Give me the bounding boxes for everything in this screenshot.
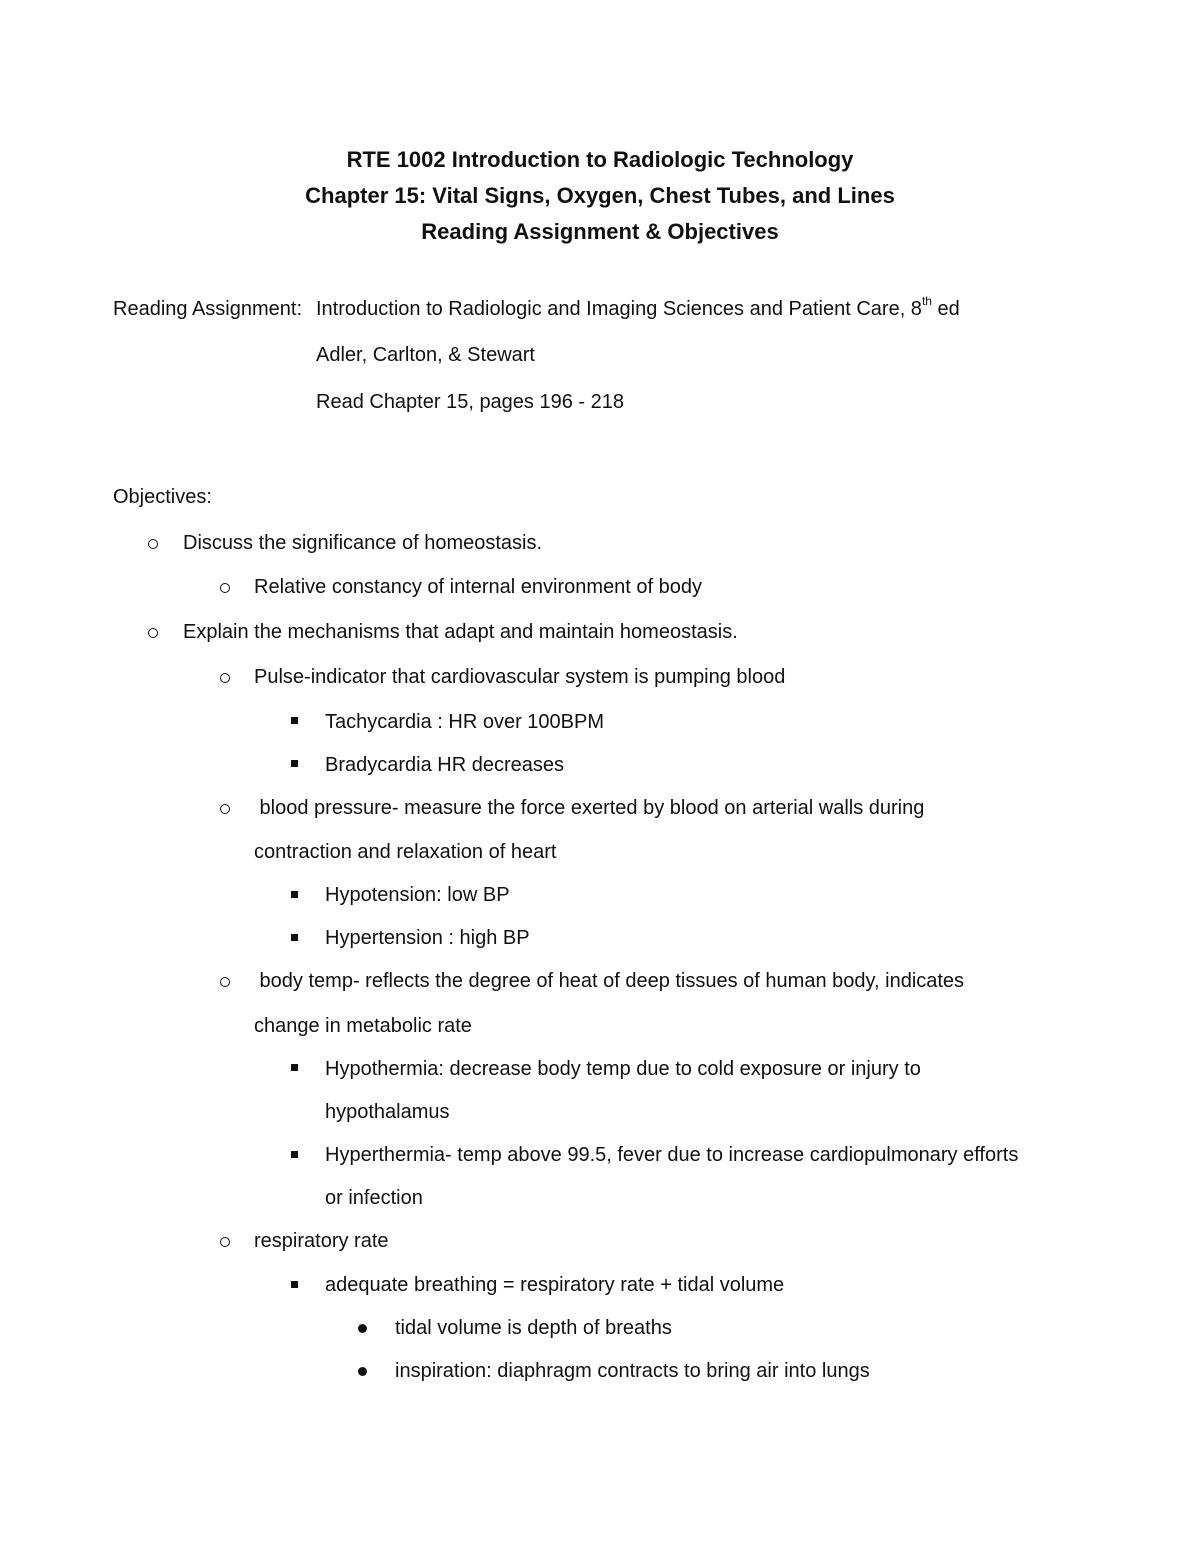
- objective-subitem: respiratory rate: [254, 1230, 389, 1252]
- square-bullet-icon: [291, 717, 298, 724]
- square-bullet-icon: [291, 760, 298, 767]
- chapter-title: Chapter 15: Vital Signs, Oxygen, Chest Tubes, and Lines: [305, 183, 895, 208]
- square-bullet-icon: [291, 934, 298, 941]
- objective-subitem-continued: change in metabolic rate: [254, 1015, 472, 1037]
- objective-detail: Hyperthermia- temp above 99.5, fever due to increase cardiopulmonary efforts: [325, 1144, 1019, 1166]
- objective-detail-continued: hypothalamus: [325, 1101, 450, 1123]
- objective-item: Explain the mechanisms that adapt and maintain homeostasis.: [183, 621, 738, 643]
- objective-detail-continued: or infection: [325, 1187, 423, 1209]
- circle-bullet-icon: [148, 628, 158, 638]
- objective-item: Discuss the significance of homeostasis.: [183, 532, 543, 554]
- reading-book-sup: th: [921, 294, 932, 309]
- course-title: RTE 1002 Introduction to Radiologic Technology: [346, 147, 854, 172]
- objective-detail: Tachycardia : HR over 100BPM: [325, 711, 605, 733]
- reading-book-title: [316, 296, 960, 322]
- objective-detail: Hypothermia: decrease body temp due to cold exposure or injury to: [325, 1058, 921, 1080]
- circle-bullet-icon: [220, 1237, 230, 1247]
- objective-subdetail: inspiration: diaphragm contracts to bring air into lungs: [395, 1360, 870, 1382]
- reading-authors: Adler, Carlton, & Stewart: [316, 344, 535, 366]
- objective-subitem: body temp- reflects the degree of heat of deep tissues of human body, indicates: [254, 970, 965, 992]
- reading-book-prefix: Introduction to Radiologic and Imaging Sciences and Patient Care, 8: [316, 298, 922, 320]
- section-subtitle: Reading Assignment & Objectives: [421, 219, 779, 244]
- round-bullet-icon: [358, 1367, 367, 1376]
- square-bullet-icon: [291, 1151, 298, 1158]
- circle-bullet-icon: [220, 673, 230, 683]
- objective-subitem: Relative constancy of internal environment of body: [254, 576, 703, 598]
- circle-bullet-icon: [220, 977, 230, 987]
- objective-detail: adequate breathing = respiratory rate + tidal volume: [325, 1274, 785, 1296]
- objective-detail: Bradycardia HR decreases: [325, 754, 564, 776]
- objective-subitem: Pulse-indicator that cardiovascular system is pumping blood: [254, 666, 786, 688]
- square-bullet-icon: [291, 1281, 298, 1288]
- title-block: [0, 142, 1200, 250]
- objective-subitem-continued: contraction and relaxation of heart: [254, 841, 557, 863]
- objective-detail: Hypotension: low BP: [325, 884, 510, 906]
- reading-assignment-label: Reading Assignment:: [113, 298, 303, 320]
- objective-subitem: blood pressure- measure the force exerted by blood on arterial walls during: [254, 797, 925, 819]
- round-bullet-icon: [358, 1324, 367, 1333]
- circle-bullet-icon: [148, 539, 158, 549]
- objective-detail: Hypertension : high BP: [325, 927, 530, 949]
- reading-book-suffix: ed: [931, 298, 960, 320]
- objective-subdetail: tidal volume is depth of breaths: [395, 1317, 672, 1339]
- objectives-heading: Objectives:: [113, 486, 212, 508]
- square-bullet-icon: [291, 1064, 298, 1071]
- circle-bullet-icon: [220, 804, 230, 814]
- reading-pages: Read Chapter 15, pages 196 - 218: [316, 391, 624, 413]
- circle-bullet-icon: [220, 583, 230, 593]
- square-bullet-icon: [291, 891, 298, 898]
